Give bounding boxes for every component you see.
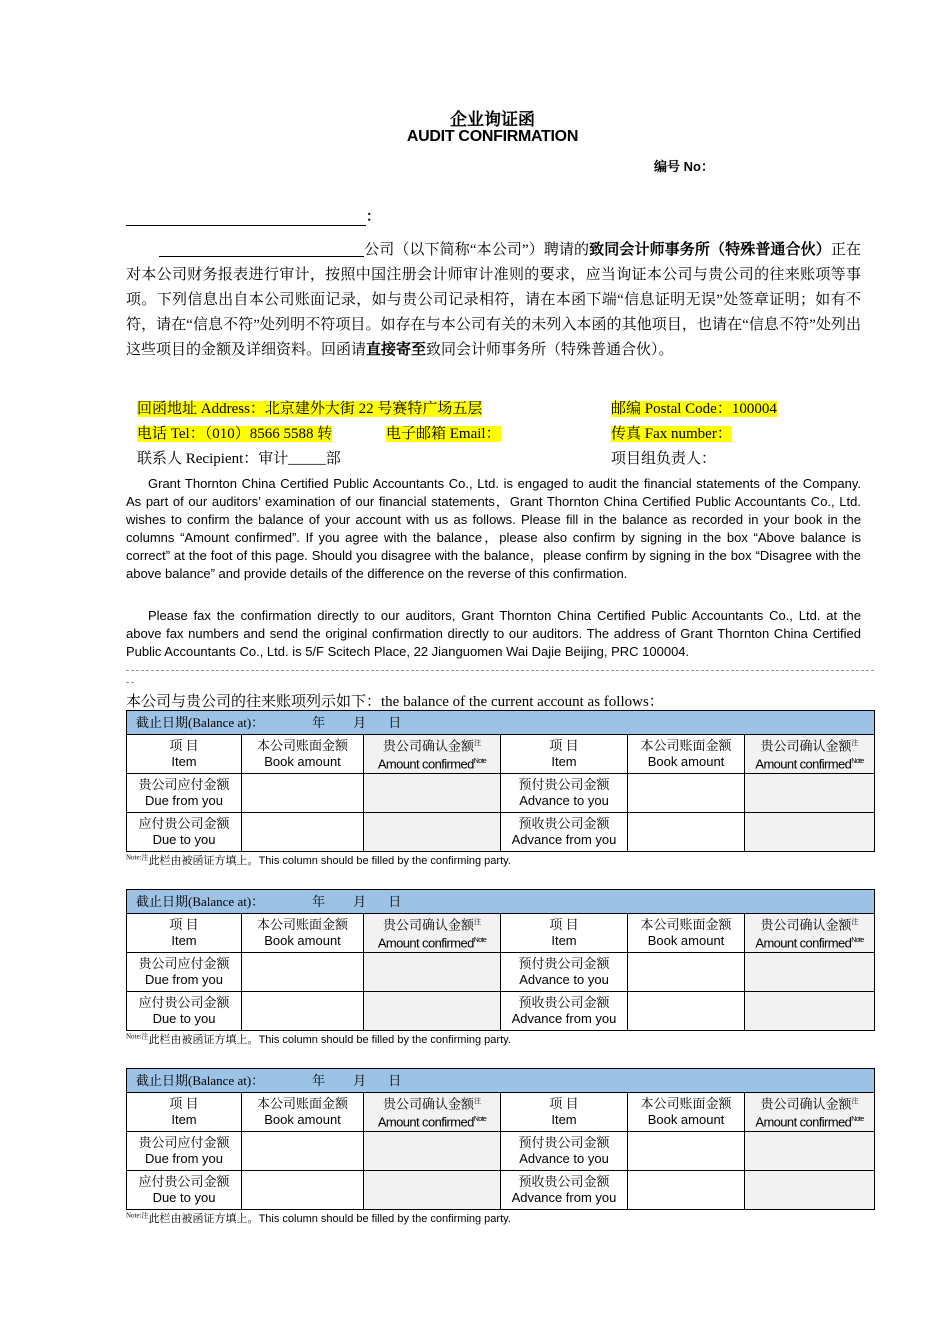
- note-cn: 此栏由被函证方填上。: [148, 1213, 259, 1225]
- col-item: [127, 1093, 242, 1132]
- addressee-blank: [126, 211, 366, 226]
- balance-at-label: 截止日期(Balance at)：: [136, 714, 265, 730]
- col-item-en: Item: [551, 932, 577, 948]
- table-note-1: [126, 852, 511, 868]
- col-conf-sup-cn: 注: [474, 1097, 481, 1105]
- col-conf-en: Amount confirmed: [377, 756, 474, 772]
- book-amount-cell[interactable]: [242, 773, 364, 812]
- confirmation-table-2: [126, 889, 875, 1031]
- balance-at-label: 截止日期(Balance at)：: [136, 1072, 265, 1088]
- adv-from-en: Advance from you: [511, 1010, 617, 1026]
- body-cn-part3: 致同会计师事务所（特殊普通合伙）。: [426, 342, 674, 358]
- balance-date-row: [127, 1069, 875, 1093]
- col-amount-confirmed: [745, 735, 875, 774]
- adv-from-en: Advance from you: [511, 1189, 617, 1205]
- col-conf-sup-cn: 注: [851, 1097, 859, 1105]
- col-item-en: Item: [171, 932, 197, 948]
- col-conf-sup-cn: 注: [474, 918, 481, 926]
- day-label: 日: [388, 893, 402, 909]
- col-book-cn: 本公司账面金额: [640, 1095, 732, 1111]
- confirmed-amount-cell[interactable]: [364, 812, 501, 851]
- due-from-en: Due from you: [144, 1150, 224, 1166]
- col-conf-en: Amount confirmed: [377, 935, 474, 951]
- col-item-en: Item: [171, 753, 197, 769]
- row-advance-to-you: [501, 773, 628, 812]
- col-book-cn: 本公司账面金额: [256, 916, 348, 932]
- col-conf-en: Amount confirmed: [755, 935, 852, 951]
- row-due-from-you: [127, 952, 242, 991]
- col-amount-confirmed: [364, 914, 501, 953]
- col-book-en: Book amount: [264, 1111, 341, 1127]
- balance-intro-text: 本公司与贵公司的往来账项列示如下：the balance of the current account as follows：: [126, 694, 664, 710]
- row-due-to-you: [127, 1170, 242, 1209]
- due-to-en: Due to you: [152, 831, 216, 847]
- book-amount-cell[interactable]: [628, 991, 745, 1030]
- confirmed-amount-cell[interactable]: [745, 1131, 875, 1170]
- body-english-p1: Grant Thornton China Certified Public Accountants Co., Ltd. is engaged to audit the financial statements of the Company. As part of our auditors’ examination of our financial statements，Grant Thornton China Certified Public Accountants Co., Ltd. wishes to confirm the balance of your account with us as follows. Please fill in the balance as recorded in your book in the columns “Amount confirmed”. If you agree with the balance，please also confirm by signing in the box “Above balance is correct” at the foot of this page. Should you disagree with the balance，please confirm by signing in the box “Disagree with the above balance” and provide details of the difference on the reverse of this confirmation.: [126, 476, 861, 581]
- recipient: 联系人 Recipient：审计_____部: [137, 451, 341, 467]
- col-conf-cn: 贵公司确认金额: [382, 738, 474, 754]
- note-en: This column should be filled by the confirming party.: [258, 1213, 511, 1225]
- col-conf-cn: 贵公司确认金额: [760, 917, 852, 933]
- book-amount-cell[interactable]: [242, 1170, 364, 1209]
- col-amount-confirmed: [364, 735, 501, 774]
- row-advance-to-you: [501, 952, 628, 991]
- due-to-en: Due to you: [152, 1010, 216, 1026]
- note-cn: 此栏由被函证方填上。: [148, 855, 259, 867]
- adv-from-cn: 预收贵公司金额: [518, 994, 610, 1010]
- dashed-divider-tail: [126, 682, 134, 683]
- note-sup: Note:注: [126, 1211, 149, 1220]
- col-conf-cn: 贵公司确认金额: [760, 738, 852, 754]
- due-from-cn: 贵公司应付金额: [138, 955, 230, 971]
- month-label: 月: [353, 893, 367, 909]
- balance-date-row: [127, 890, 875, 914]
- col-item: [127, 914, 242, 953]
- row-due-from-you: [127, 1131, 242, 1170]
- year-label: 年: [312, 893, 326, 909]
- month-label: 月: [353, 1072, 367, 1088]
- book-amount-cell[interactable]: [628, 773, 745, 812]
- col-book-cn: 本公司账面金额: [256, 737, 348, 753]
- note-en: This column should be filled by the confirming party.: [258, 855, 511, 867]
- email: 电子邮箱 Email：: [386, 426, 501, 442]
- col-conf-sup-en: Note: [473, 758, 487, 766]
- note-sup: Note:注: [126, 853, 149, 862]
- book-amount-cell[interactable]: [628, 1131, 745, 1170]
- adv-to-cn: 预付贵公司金额: [518, 776, 610, 792]
- confirmed-amount-cell[interactable]: [364, 991, 501, 1030]
- return-address: 回函地址 Address：北京建外大街 22 号赛特广场五层: [137, 401, 483, 417]
- col-conf-en: Amount confirmed: [755, 756, 852, 772]
- body-english-p2: Please fax the confirmation directly to our auditors, Grant Thornton China Certified Public Accountants Co., Ltd. at the above fax numbers and send the original confirmation directly to our auditors. The address of Grant Thornton China Certified Public Accountants Co., Ltd. is 5/F Scitech Place, 22 Jianguomen Wai Dajie Beijing, PRC 100004.: [126, 608, 861, 659]
- col-conf-en: Amount confirmed: [377, 1114, 474, 1130]
- send-directly: 直接寄至: [366, 342, 427, 358]
- month-label: 月: [353, 714, 367, 730]
- year-label: 年: [312, 1072, 326, 1088]
- company-blank: [159, 241, 364, 257]
- due-to-cn: 应付贵公司金额: [138, 1173, 230, 1189]
- day-label: 日: [388, 714, 402, 730]
- row-advance-from-you: [501, 1170, 628, 1209]
- addressee: [126, 206, 380, 226]
- title-english: AUDIT CONFIRMATION: [406, 128, 579, 145]
- project-manager: 项目组负责人：: [611, 451, 717, 467]
- col-conf-sup-en: Note: [851, 937, 864, 945]
- body-cn-part2: 正在对本公司财务报表进行审计，按照中国注册会计师审计准则的要求，应当询证本公司与贵公司的往来账项等事项。下列信息出自本公司账面记录，如与贵公司记录相符，请在本函下端“信息证明无误”处签章证明；如有不符，请在“信息不符”处列明不符项目。如存在与本公司有关的未列入本函的其他项目，也请在“信息不符”处列出这些项目的金额及详细资料。回函请: [126, 242, 861, 358]
- balance-intro: [126, 690, 664, 711]
- fax-number: 传真 Fax number：: [611, 426, 732, 442]
- confirmed-amount-cell[interactable]: [745, 812, 875, 851]
- dashed-divider: [126, 670, 874, 671]
- col-amount-confirmed: [364, 1093, 501, 1132]
- adv-from-cn: 预收贵公司金额: [518, 815, 610, 831]
- col-item: [501, 1093, 628, 1132]
- col-book-en: Book amount: [264, 932, 341, 948]
- addressee-colon: ：: [366, 210, 380, 225]
- note-cn: 此栏由被函证方填上。: [148, 1034, 259, 1046]
- col-conf-sup-cn: 注: [851, 739, 859, 747]
- day-label: 日: [388, 1072, 402, 1088]
- balance-at-label: 截止日期(Balance at)：: [136, 893, 265, 909]
- col-book-en: Book amount: [647, 932, 725, 948]
- adv-from-en: Advance from you: [511, 831, 617, 847]
- col-book-amount: [242, 1093, 364, 1132]
- due-to-cn: 应付贵公司金额: [138, 994, 230, 1010]
- telephone: 电话 Tel：（010）8566 5588 转: [137, 426, 333, 442]
- col-item: [127, 735, 242, 774]
- col-book-amount: [242, 914, 364, 953]
- adv-to-en: Advance to you: [519, 792, 609, 808]
- serial-number-label: 编号 No：: [654, 159, 714, 174]
- adv-to-en: Advance to you: [519, 971, 609, 987]
- col-book-cn: 本公司账面金额: [640, 737, 732, 753]
- book-amount-cell[interactable]: [242, 812, 364, 851]
- col-item-cn: 项 目: [169, 916, 199, 932]
- col-conf-sup-cn: 注: [851, 918, 859, 926]
- due-from-cn: 贵公司应付金额: [138, 1134, 230, 1150]
- note-sup: Note:注: [126, 1032, 149, 1041]
- due-to-en: Due to you: [152, 1189, 216, 1205]
- col-item-cn: 项 目: [169, 737, 199, 753]
- confirmation-table-1: [126, 710, 875, 852]
- confirmed-amount-cell[interactable]: [745, 773, 875, 812]
- table-note-3: [126, 1210, 511, 1226]
- confirmed-amount-cell[interactable]: [745, 1170, 875, 1209]
- col-item: [501, 735, 628, 774]
- row-advance-from-you: [501, 812, 628, 851]
- col-item-cn: 项 目: [169, 1095, 199, 1111]
- row-due-from-you: [127, 773, 242, 812]
- col-conf-en: Amount confirmed: [755, 1114, 852, 1130]
- col-book-amount: [242, 735, 364, 774]
- col-item-en: Item: [551, 1111, 577, 1127]
- confirmed-amount-cell[interactable]: [364, 952, 501, 991]
- col-conf-sup-en: Note: [851, 758, 864, 766]
- book-amount-cell[interactable]: [242, 991, 364, 1030]
- col-conf-sup-cn: 注: [474, 739, 481, 747]
- confirmed-amount-cell[interactable]: [364, 773, 501, 812]
- col-book-amount: [628, 735, 745, 774]
- col-conf-cn: 贵公司确认金额: [382, 1096, 474, 1112]
- adv-from-cn: 预收贵公司金额: [518, 1173, 610, 1189]
- col-book-amount: [628, 914, 745, 953]
- firm-name: 致同会计师事务所（特殊普通合伙）: [589, 242, 831, 258]
- col-conf-sup-en: Note: [851, 1116, 864, 1124]
- year-label: 年: [312, 714, 326, 730]
- col-item-cn: 项 目: [549, 737, 579, 753]
- due-from-cn: 贵公司应付金额: [138, 776, 230, 792]
- col-item-cn: 项 目: [549, 916, 579, 932]
- book-amount-cell[interactable]: [628, 812, 745, 851]
- body-cn-part1: 公司（以下简称“本公司”）聘请的: [364, 242, 590, 258]
- confirmed-amount-cell[interactable]: [745, 991, 875, 1030]
- col-item-en: Item: [551, 753, 577, 769]
- confirmed-amount-cell[interactable]: [745, 952, 875, 991]
- row-due-to-you: [127, 812, 242, 851]
- col-book-cn: 本公司账面金额: [256, 1095, 348, 1111]
- due-from-en: Due from you: [144, 971, 224, 987]
- balance-date-row: [127, 711, 875, 735]
- row-advance-from-you: [501, 991, 628, 1030]
- postal-code: 邮编 Postal Code：100004: [611, 401, 777, 417]
- book-amount-cell[interactable]: [242, 1131, 364, 1170]
- due-to-cn: 应付贵公司金额: [138, 815, 230, 831]
- confirmation-table-3: [126, 1068, 875, 1210]
- col-conf-cn: 贵公司确认金额: [382, 917, 474, 933]
- table-note-2: [126, 1031, 511, 1047]
- col-item: [501, 914, 628, 953]
- col-book-en: Book amount: [264, 753, 341, 769]
- book-amount-cell[interactable]: [628, 1170, 745, 1209]
- col-conf-sup-en: Note: [473, 1116, 487, 1124]
- adv-to-en: Advance to you: [519, 1150, 609, 1166]
- confirmed-amount-cell[interactable]: [364, 1131, 501, 1170]
- col-conf-sup-en: Note: [473, 937, 487, 945]
- book-amount-cell[interactable]: [242, 952, 364, 991]
- col-item-en: Item: [171, 1111, 197, 1127]
- col-amount-confirmed: [745, 914, 875, 953]
- body-chinese: [126, 238, 861, 363]
- note-en: This column should be filled by the confirming party.: [258, 1034, 511, 1046]
- row-due-to-you: [127, 991, 242, 1030]
- col-book-en: Book amount: [647, 1111, 725, 1127]
- adv-to-cn: 预付贵公司金额: [518, 1134, 610, 1150]
- confirmed-amount-cell[interactable]: [364, 1170, 501, 1209]
- col-amount-confirmed: [745, 1093, 875, 1132]
- row-advance-to-you: [501, 1131, 628, 1170]
- col-item-cn: 项 目: [549, 1095, 579, 1111]
- adv-to-cn: 预付贵公司金额: [518, 955, 610, 971]
- title-chinese: 企业询证函: [450, 110, 535, 129]
- col-book-amount: [628, 1093, 745, 1132]
- col-conf-cn: 贵公司确认金额: [760, 1096, 852, 1112]
- col-book-en: Book amount: [647, 753, 725, 769]
- col-book-cn: 本公司账面金额: [640, 916, 732, 932]
- book-amount-cell[interactable]: [628, 952, 745, 991]
- due-from-en: Due from you: [144, 792, 224, 808]
